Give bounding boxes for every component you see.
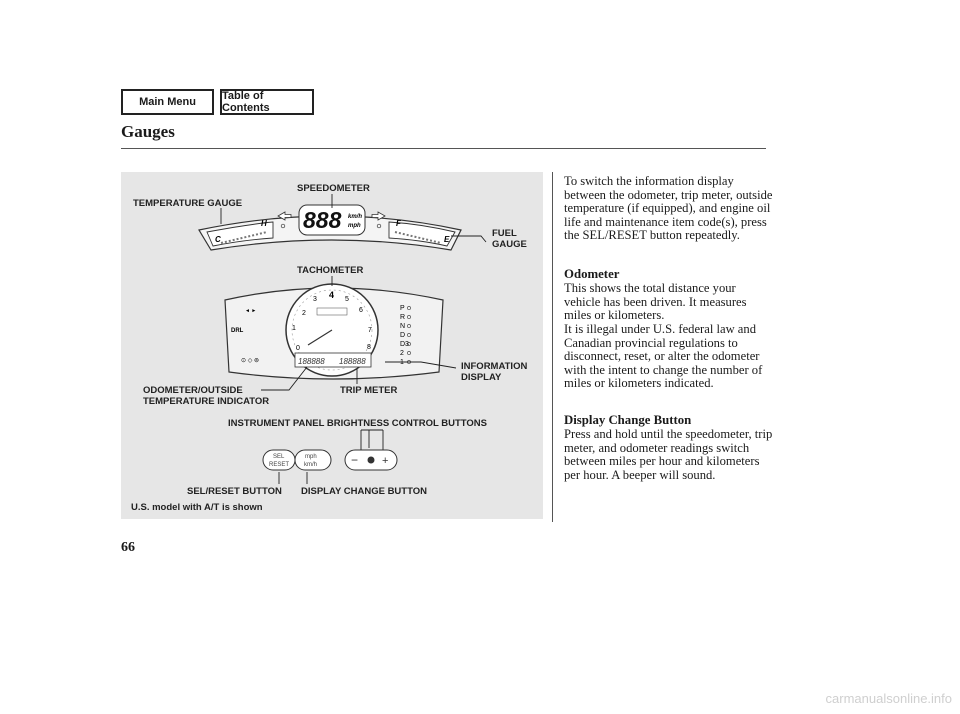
gear-d3: D3 xyxy=(400,341,409,348)
trip-meter-label: TRIP METER xyxy=(340,385,398,396)
figure-caption: U.S. model with A/T is shown xyxy=(131,502,263,513)
column-divider xyxy=(552,172,553,522)
minus-symbol: − xyxy=(351,453,359,467)
odometer-paragraph-2: It is illegal under U.S. federal law and Canadian provincial regulations to disconnect, reset, or alter the odometer with the intent to change the number of miles or kilometers indicated. xyxy=(564,322,763,391)
brightness-buttons-label: INSTRUMENT PANEL BRIGHTNESS CONTROL BUTTONS xyxy=(228,418,487,429)
svg-text:8: 8 xyxy=(367,344,371,351)
intro-paragraph: To switch the information display between the odometer, trip meter, outside temperature (if equipped), and engine oil life and maintenance item code(s), press the SEL/RESET button repeatedly. xyxy=(564,174,773,243)
speed-unit-kmh: km/h xyxy=(348,214,363,220)
information-display-label-line1: INFORMATION xyxy=(461,361,528,372)
svg-text:1: 1 xyxy=(292,325,296,332)
gear-2: 2 xyxy=(400,350,404,357)
kmh-text: km/h xyxy=(304,462,318,468)
svg-text:2: 2 xyxy=(302,310,306,317)
display-change-heading: Display Change Button xyxy=(564,413,692,427)
gear-p: P xyxy=(400,305,405,312)
tachometer-label: TACHOMETER xyxy=(297,265,364,276)
svg-text:5: 5 xyxy=(345,296,349,303)
svg-text:◄ ►: ◄ ► xyxy=(245,308,257,314)
temperature-gauge-label: TEMPERATURE GAUGE xyxy=(133,198,243,209)
odometer-label-line2: TEMPERATURE INDICATOR xyxy=(143,396,270,407)
gear-1: 1 xyxy=(400,359,404,366)
display-change-button-label: DISPLAY CHANGE BUTTON xyxy=(301,486,427,497)
table-of-contents-button[interactable]: Table of Contents xyxy=(220,89,314,115)
fuel-empty-mark: E xyxy=(444,235,450,244)
svg-text:7: 7 xyxy=(368,327,372,334)
title-divider xyxy=(121,148,766,149)
gear-n: N xyxy=(400,323,406,330)
svg-text:188888: 188888 xyxy=(298,357,325,366)
odometer-paragraph-1: This shows the total distance your vehicle has been driven. It measures miles or kilometers. xyxy=(564,281,747,323)
svg-text:6: 6 xyxy=(359,307,363,314)
watermark: carmanualsonline.info xyxy=(825,691,952,706)
fuel-gauge-label-line2: GAUGE xyxy=(492,239,527,250)
display-change-paragraph: Press and hold until the speedometer, trip meter, and odometer readings switch between miles per hour and kilometers per hour. A beeper will sound. xyxy=(564,427,773,482)
fuel-full-mark: F xyxy=(396,219,401,228)
gear-r: R xyxy=(400,314,406,321)
sel-reset-button-label: SEL/RESET BUTTON xyxy=(187,486,282,497)
svg-text:⊙ ◇ ⊚: ⊙ ◇ ⊚ xyxy=(241,358,260,364)
mph-text: mph xyxy=(305,454,317,460)
temp-low-mark: C xyxy=(215,235,221,244)
odometer-label-line1: ODOMETER/OUTSIDE xyxy=(143,385,243,396)
information-display-label-line2: DISPLAY xyxy=(461,372,502,383)
plus-symbol: + xyxy=(382,455,389,467)
svg-text:0: 0 xyxy=(296,345,300,352)
sel-text: SEL xyxy=(273,454,285,460)
main-menu-button[interactable]: Main Menu xyxy=(121,89,214,115)
speed-unit-mph: mph xyxy=(348,223,361,229)
page-title: Gauges xyxy=(121,122,175,141)
svg-text:188888: 188888 xyxy=(339,357,366,366)
gear-d: D xyxy=(400,332,406,339)
temp-high-mark: H xyxy=(261,219,267,228)
svg-text:4: 4 xyxy=(329,290,335,300)
reset-text: RESET xyxy=(269,462,290,468)
speed-digits: 888 xyxy=(303,207,342,233)
instrument-panel-figure xyxy=(121,172,543,519)
odometer-heading: Odometer xyxy=(564,267,620,281)
speedometer-label: SPEEDOMETER xyxy=(297,183,370,194)
drl-indicator: DRL xyxy=(231,328,244,334)
fuel-gauge-label-line1: FUEL xyxy=(492,228,517,239)
instrument-panel-illustration xyxy=(121,172,543,519)
page-number: 66 xyxy=(121,540,135,555)
svg-text:3: 3 xyxy=(313,296,317,303)
